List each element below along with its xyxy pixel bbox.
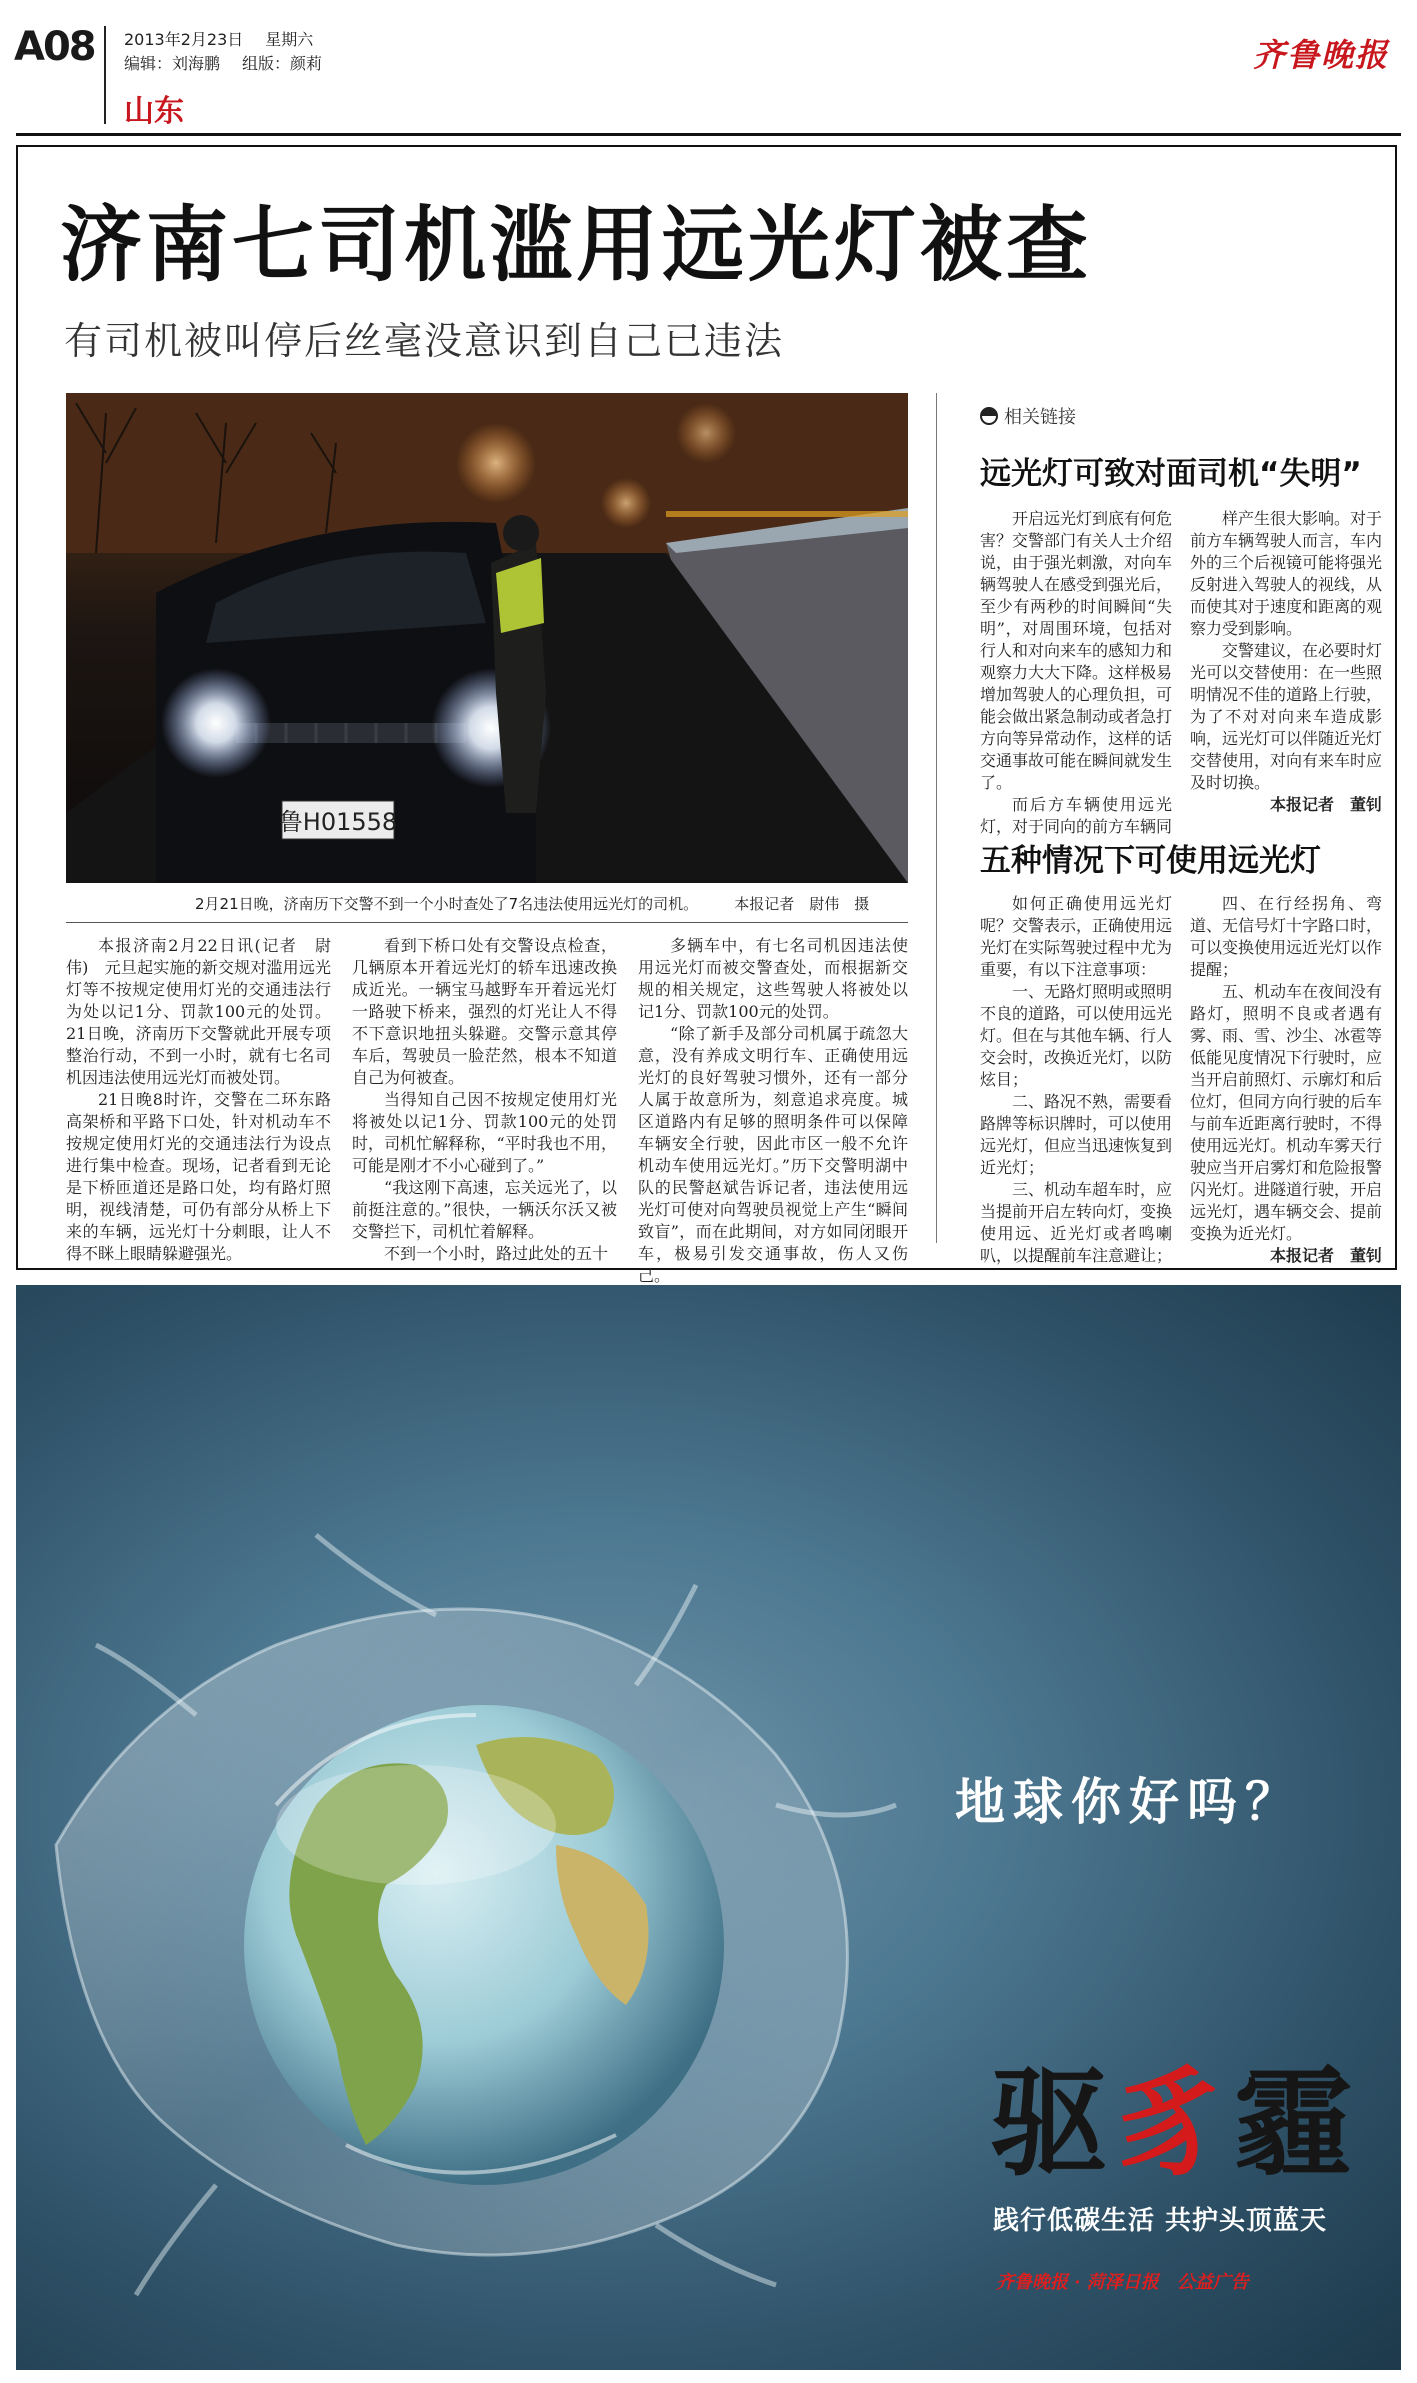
paragraph: 三、机动车超车时，应当提前开启左转向灯，变换使用远、近光灯或者鸣喇叭，以提醒前车注意避让； [980, 1180, 1173, 1265]
paragraph: 二、路况不熟，需要看路牌等标识牌时，可以使用远光灯，但应当迅速恢复到近光灯； [980, 1092, 1173, 1177]
paragraph: 多辆车中，有七名司机因违法使用远光灯而被交警查处，而根据新交规的相关规定，这些驾驶人将被处以记1分、罚款100元的处罚。 [638, 936, 908, 1021]
layout-credit: 组版：颜莉 [242, 54, 323, 73]
caption-text: 2月21日晚，济南历下交警不到一个小时查处了7名违法使用远光灯的司机。 [195, 895, 699, 913]
paragraph: 开启远光灯到底有何危害？交警部门有关人士介绍说，由于强光刺激，对向车辆驾驶人在感受到强光后，至少有两秒的时间瞬间“失明”，对周围环境，包括对行人和对向来车的感知力和观察力大大下降。这样极易增加驾驶人的心理负担，可能会做出紧急制动或者急打方向等异常动作，这样的话交通事故可能在瞬间就发生了。 [980, 509, 1173, 792]
sidebar-1-byline: 本报记者 董钊 [1269, 795, 1382, 814]
ad-question: 地球你好吗？ [955, 1773, 1303, 1831]
paragraph: 交警建议，在必要时灯光可以交替使用：在一些照明情况不佳的道路上行驶，为了不对对向来车造成影响，远光灯可以伴随近光灯交替使用，对向有来车时应及时切换。 [1190, 641, 1383, 792]
paragraph: 本报济南2月22日讯(记者 尉伟) 元旦起实施的新交规对滥用远光灯等不按规定使用灯光的交通违法行为处以记1分、罚款100元的处罚。21日晚，济南历下交警就此开展专项整治行动，不到一小时，就有七名司机因违法使用远光灯而被处罚。 [66, 936, 331, 1087]
page-number: A08 [14, 24, 95, 70]
ad-sponsor-line: 齐鲁晚报 · 菏泽日报 公益广告 [996, 2272, 1249, 2293]
license-plate: 鲁H01558 [278, 808, 398, 836]
photo-credit: 本报记者 尉伟 摄 [734, 895, 870, 913]
related-links-label: 相关链接 [1004, 407, 1076, 428]
sidebar-2-column-b [1190, 893, 1382, 1267]
night-traffic-photo [66, 393, 908, 883]
half-circle-icon [980, 407, 998, 425]
ad-title-part-2: 豸 [1112, 2054, 1235, 2192]
sidebar-2-column-a [980, 893, 1172, 1267]
article-column-3 [638, 935, 908, 1287]
photo-caption [195, 893, 869, 914]
sidebar-1-column-a [980, 508, 1172, 838]
header-divider [104, 26, 106, 124]
paragraph: 看到下桥口处有交警设点检查，几辆原本开着远光灯的轿车迅速改换成近光。一辆宝马越野车开着远光灯一路驶下桥来，强烈的灯光让人不得不下意识地扭头躲避。交警示意其停车后，驾驶员一脸茫然，根本不知道自己为何被查。 [352, 936, 617, 1087]
editor-credit: 编辑：刘海鹏 [124, 54, 221, 73]
paragraph: “除了新手及部分司机属于疏忽大意，没有养成文明行车、正确使用远光灯的良好驾驶习惯外，还有一部分人属于故意所为，刻意追求亮度。城区道路内有足够的照明条件可以保障车辆安全行驶，因此市区一般不允许机动车使用远光灯。”历下交警明湖中队的民警赵斌告诉记者，违法使用远光灯可使对向驾驶员视觉上产生“瞬间致盲”，而在此期间，对方如同闭眼开车，极易引发交通事故，伤人又伤己。 [638, 1024, 908, 1285]
ad-slogan: 践行低碳生活 共护头顶蓝天 [993, 2206, 1328, 2236]
section-label: 山东 [124, 94, 184, 129]
issue-weekday: 星期六 [265, 30, 314, 49]
news-photo [66, 393, 908, 883]
ad-title [990, 2028, 1356, 2198]
subheadline: 有司机被叫停后丝毫没意识到自己已违法 [64, 319, 785, 363]
sidebar-title-2: 五种情况下可使用远光灯 [980, 843, 1321, 879]
article-column-1 [66, 935, 331, 1265]
issue-date: 2013年2月23日 [124, 30, 244, 49]
caption-rule [66, 922, 908, 923]
paragraph: 当得知自己因不按规定使用灯光将被处以记1分、罚款100元的处罚时，司机忙解释称，“平时我也不用，可能是刚才不小心碰到了。” [352, 1090, 617, 1175]
paragraph: 五、机动车在夜间没有路灯，照明不良或者遇有雾、雨、雪、沙尘、冰雹等低能见度情况下行驶时，应当开启前照灯、示廓灯和后位灯，但同方向行驶的后车与前车近距离行驶时，不得使用远光灯。机动车雾天行驶应当开启雾灯和危险报警闪光灯。进隧道行驶，开启远光灯，遇车辆交会、提前变换为近光灯。 [1190, 982, 1383, 1243]
ad-title-part-1: 驱 [990, 2054, 1113, 2192]
sidebar-title-1: 远光灯可致对面司机“失明” [980, 456, 1362, 492]
sidebar-divider [936, 393, 937, 1243]
masthead-logo: 齐鲁晚报 [1252, 36, 1389, 74]
header-meta [124, 28, 344, 76]
paragraph: 不到一个小时，路过此处的五十 [384, 1244, 609, 1263]
paragraph: 一、无路灯照明或照明不良的道路，可以使用远光灯。但在与其他车辆、行人交会时，改换近光灯，以防炫目； [980, 982, 1173, 1089]
paragraph: 21日晚8时许，交警在二环东路高架桥和平路下口处，针对机动车不按规定使用灯光的交通违法行为设点进行集中检查。现场，记者看到无论是下桥匝道还是路口处，均有路灯照明，视线清楚，可仍有部分从桥上下来的车辆，远光灯十分刺眼，让人不得不眯上眼睛躲避强光。 [66, 1090, 331, 1263]
related-links-tag [980, 403, 1076, 429]
header-rule [16, 133, 1401, 136]
sidebar-2-byline: 本报记者 董钊 [1269, 1246, 1382, 1265]
paragraph: 样产生很大影响。对于前方车辆驾驶人而言，车内外的三个后视镜可能将强光反射进入驾驶人的视线，从而使其对于速度和距离的观察力受到影响。 [1190, 509, 1383, 638]
headline: 济南七司机滥用远光灯被查 [60, 198, 1093, 293]
paragraph: “我这刚下高速，忘关远光了，以前挺注意的。”很快，一辆沃尔沃又被交警拦下，司机忙着解释。 [352, 1178, 617, 1241]
paragraph: 四、在行经拐角、弯道、无信号灯十字路口时，可以变换使用远近光灯以作提醒； [1190, 894, 1383, 979]
paragraph: 如何正确使用远光灯呢？交警表示，正确使用远光灯在实际驾驶过程中尤为重要，有以下注意事项： [980, 894, 1173, 979]
sidebar-1-column-b [1190, 508, 1382, 816]
article-column-2 [352, 935, 617, 1265]
ad-title-part-3: 霾 [1234, 2054, 1357, 2192]
paragraph: 而后方车辆使用远光灯，对于同向的前方车辆同 [980, 795, 1173, 836]
